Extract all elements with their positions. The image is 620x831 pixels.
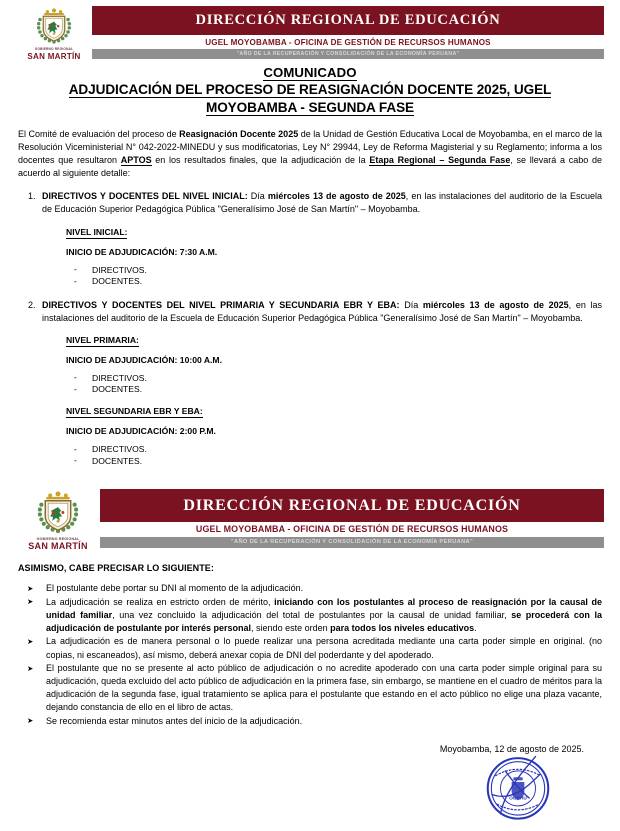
list-item: - DIRECTIVOS.	[66, 265, 602, 277]
list-item: - DIRECTIVOS.	[66, 444, 602, 456]
note-1-part-0: El postulante debe portar su DNI al momento de la adjudicación.	[46, 583, 304, 594]
intro-bold-etapa-regional: Etapa Regional – Segunda Fase	[369, 155, 511, 166]
role-list	[66, 373, 602, 396]
list-item: - DOCENTES.	[66, 384, 602, 396]
list-item: - DIRECTIVOS.	[66, 373, 602, 385]
item-1-lead: DIRECTIVOS Y DOCENTES DEL NIVEL INICIAL:	[42, 191, 248, 202]
regional-government-crest-icon	[33, 491, 83, 536]
note-4-part-0: El postulante que no se presente al acto público de adjudicación o no acredite apoderado con una carta poder simple original para su adjudicación, queda excluido del acto público de adjudicación en la primera fase, sin embargo, se mantiene en el cuadro de méritos para la adjudicación de la segunda fase, igual tratamiento se aplica para el postulante que estando en el acto público no elige una plaza vacante, dejando constancia de ello en el libro de actas.	[46, 663, 602, 713]
document-title-block	[16, 64, 604, 117]
list-item	[36, 715, 602, 728]
dre-banner-title-top: DIRECCIÓN REGIONAL DE EDUCACIÓN	[92, 6, 604, 35]
intro-bold-reasignacion: Reasignación Docente 2025	[179, 129, 299, 139]
note-3-part-0: La adjudicación es de manera personal o lo puede realizar una persona acreditada mediante una carta poder simple en original. (no copias, ni escaneados), así mismo, deberá anexar copia de DNI del poderdante y del apoderado.	[46, 636, 602, 660]
role-list	[66, 265, 602, 288]
note-2-part-0: La adjudicación se realiza en estricto orden de mérito,	[46, 596, 275, 607]
section-spacer	[16, 467, 604, 489]
title-comunicado-text: COMUNICADO	[263, 65, 357, 80]
level-start-time: INICIO DE ADJUDICACIÓN: 10:00 A.M.	[66, 354, 222, 365]
intro-bold-aptos: APTOS	[120, 155, 152, 166]
item-2-block-1	[66, 405, 602, 467]
notes-heading: ASIMISMO, CABE PRECISAR LO SIGUIENTE:	[18, 563, 214, 574]
item-1-date: miércoles 13 de agosto de 2025	[267, 191, 406, 202]
crest-block-bottom	[16, 489, 100, 551]
item-2-mid: Día	[399, 299, 423, 310]
item-2-block-0	[66, 334, 602, 396]
level-start-time: INICIO DE ADJUDICACIÓN: 7:30 A.M.	[66, 246, 218, 257]
letterhead-bars-top	[92, 6, 604, 59]
signature-area	[16, 755, 604, 831]
level-heading: NIVEL INICIAL:	[66, 226, 128, 237]
role-list	[66, 444, 602, 467]
item-1-tail: , en las instalaciones del auditorio de la Escuela de Educación Superior Pedagógica Pública "Generalísimo José de San Martín" – Moyobamba.	[42, 191, 602, 215]
intro-part-a: El Comité de evaluación del proceso de	[18, 129, 180, 139]
title-main-line2-text: MOYOBAMBA - SEGUNDA FASE	[205, 100, 415, 115]
place-and-date: Moyobamba, 12 de agosto de 2025.	[439, 744, 584, 755]
level-start-time: INICIO DE ADJUDICACIÓN: 2:00 P.M.	[66, 426, 216, 437]
list-item	[38, 190, 602, 287]
list-item	[36, 635, 602, 661]
list-item: - DOCENTES.	[66, 456, 602, 468]
title-main-line1	[16, 81, 604, 99]
list-item	[36, 582, 602, 595]
title-comunicado	[16, 64, 604, 81]
note-2-part-4: , siendo este orden	[251, 622, 331, 633]
year-motto-bar-top: "AÑO DE LA RECUPERACIÓN Y CONSOLIDACIÓN DE LA ECONOMÍA PERUANA"	[92, 49, 604, 59]
letterhead-bottom	[16, 489, 604, 551]
list-item	[38, 299, 602, 467]
crest-caption-bottom: GOBIERNO REGIONAL	[36, 537, 80, 542]
note-5-part-0: Se recomienda estar minutos antes del inicio de la adjudicación.	[46, 715, 303, 726]
note-2-part-2: , una vez concluido la adjudicación del total de postulantes por la causal de unidad familiar,	[112, 609, 512, 620]
note-2-part-1: iniciando con los postulantes al proceso de reasignación por la causal de unidad familiar	[46, 596, 602, 620]
dre-banner-title-bottom: DIRECCIÓN REGIONAL DE EDUCACIÓN	[100, 489, 604, 522]
note-2-part-5: para todos los niveles educativos	[330, 622, 475, 633]
crest-caption-top: GOBIERNO REGIONAL	[34, 47, 74, 51]
notes-list	[16, 582, 604, 728]
svg-text:OGRHU: OGRHU	[509, 796, 527, 802]
item-2-tail: , en las instalaciones del auditorio de la Escuela de Educación Superior Pedagógica Pública "Generalísimo José de San Martín" – Moyobamba.	[42, 299, 602, 323]
note-2-part-6: .	[474, 622, 477, 633]
title-main-line1-text: ADJUDICACIÓN DEL PROCESO DE REASIGNACIÓN DOCENTE 2025, UGEL	[68, 82, 552, 97]
note-2-part-3: se procederá con la adjudicación de postulante por interés personal	[46, 609, 602, 633]
ugel-office-line-bottom: UGEL MOYOBAMBA - OFICINA DE GESTIÓN DE RECURSOS HUMANOS	[195, 524, 509, 535]
list-item	[36, 596, 602, 635]
intro-part-c: de la Unidad de Gestión Educativa Local de Moyobamba, en el marco de la Resolución Viceministerial N° 042-2022-MINEDU y sus modificatorias, Ley N° 29944, Ley de Reforma Magisterial y su Reglamento; informa a los docentes que resultaron	[18, 129, 602, 166]
letterhead-top	[16, 0, 604, 61]
list-item: - DOCENTES.	[66, 276, 602, 288]
crest-block-top	[16, 6, 92, 61]
level-heading: NIVEL SEGUNDARIA EBR Y EBA:	[66, 405, 203, 416]
item-1-block-0	[66, 226, 602, 288]
intro-part-g: , se llevará a cabo de acuerdo al siguiente detalle:	[18, 155, 602, 179]
intro-part-e: en los resultados finales, que la adjudicación de la	[151, 155, 370, 166]
level-heading: NIVEL PRIMARIA:	[66, 334, 139, 345]
official-round-seal-icon	[478, 747, 558, 825]
year-motto-bar-bottom: "AÑO DE LA RECUPERACIÓN Y CONSOLIDACIÓN DE LA ECONOMÍA PERUANA"	[100, 537, 604, 548]
item-1-mid: Día	[247, 191, 268, 202]
item-2-lead: DIRECTIVOS Y DOCENTES DEL NIVEL PRIMARIA Y SECUNDARIA EBR Y EBA:	[42, 299, 400, 310]
crest-region-name-top: SAN MARTÍN	[27, 52, 81, 61]
adjudication-items-list	[16, 190, 604, 467]
intro-paragraph	[16, 128, 604, 180]
title-main-line2	[16, 99, 604, 117]
item-2-date: miércoles 13 de agosto de 2025	[422, 299, 569, 310]
list-item	[36, 662, 602, 714]
regional-government-crest-icon	[33, 8, 75, 46]
ugel-office-line-top: UGEL MOYOBAMBA - OFICINA DE GESTIÓN DE RECURSOS HUMANOS	[205, 37, 491, 47]
letterhead-bars-bottom	[100, 489, 604, 548]
crest-region-name-bottom: SAN MARTÍN	[28, 541, 88, 552]
